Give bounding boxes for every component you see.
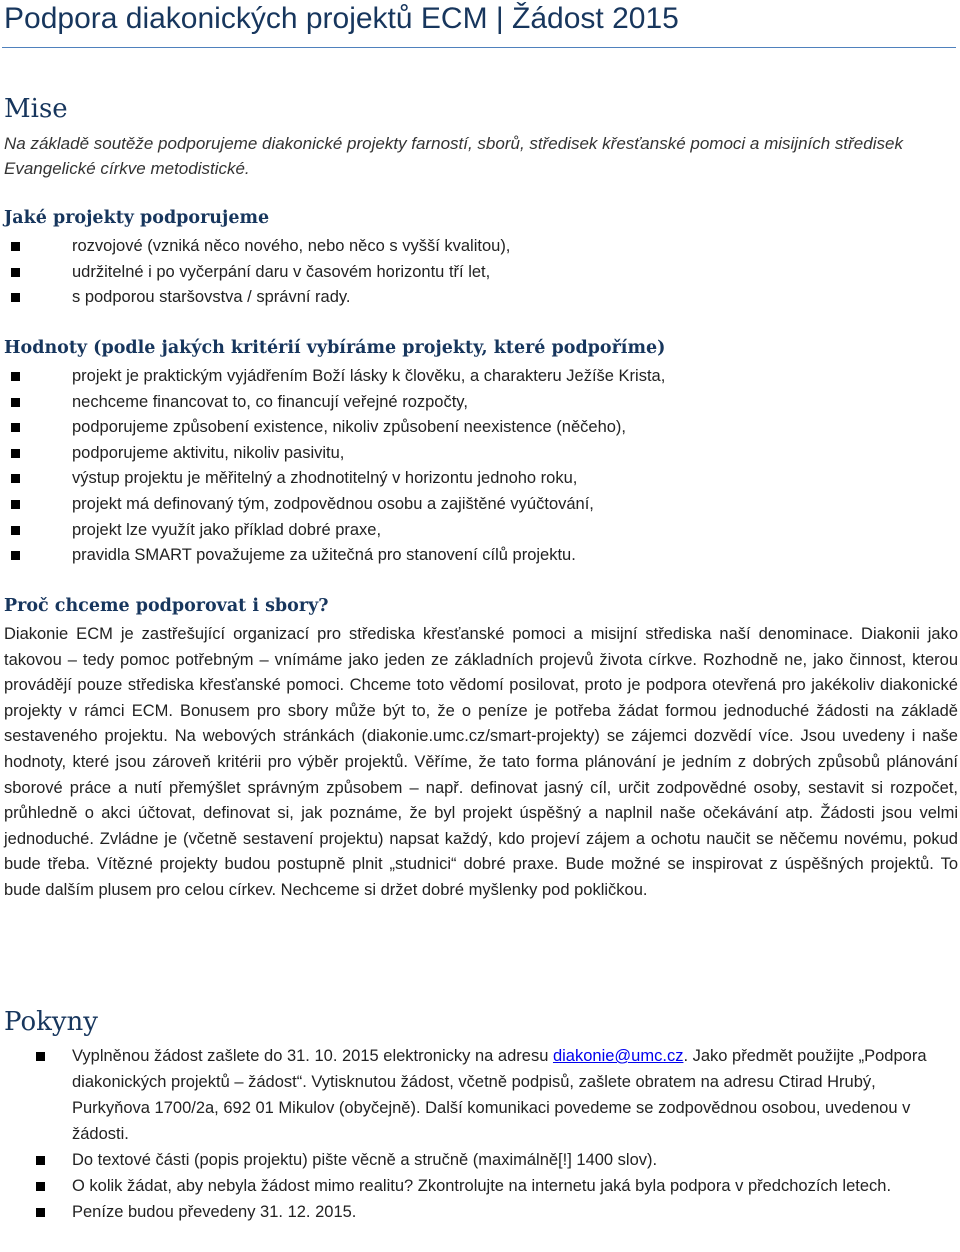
square-bullet-icon — [36, 1156, 45, 1165]
section-heading-mise: Mise — [4, 94, 68, 124]
square-bullet-icon — [11, 293, 20, 302]
square-bullet-icon — [11, 526, 20, 535]
email-link[interactable]: diakonie@umc.cz — [552, 1047, 684, 1065]
square-bullet-icon — [11, 372, 20, 381]
list-item — [8, 1147, 948, 1173]
square-bullet-icon — [11, 500, 20, 509]
list-item-text: udržitelné i po vyčerpání daru v časovém horizontu tří let, — [72, 262, 491, 281]
section-heading-pokyny: Pokyny — [4, 1007, 98, 1037]
square-bullet-icon — [36, 1182, 45, 1191]
list-item-text: nechceme financovat to, co financují veřejné rozpočty, — [72, 392, 468, 411]
list-item-text: projekt má definovaný tým, zodpovědnou osobu a zajištěné vyúčtování, — [72, 494, 594, 513]
list-item-text: O kolik žádat, aby nebyla žádost mimo realitu? Zkontrolujte na internetu jaká byla podpora v předchozích letech. — [72, 1177, 892, 1195]
pokyny-item1-text-a: Vyplněnou žádost zašlete do 31. 10. 2015 elektronicky na adresu — [72, 1047, 553, 1065]
list-item — [8, 260, 510, 286]
list-item-text: pravidla SMART považujeme za užitečná pro stanovení cílů projektu. — [72, 546, 576, 565]
list-item — [8, 492, 665, 518]
heading-hodnoty: Hodnoty (podle jakých kritérií vybíráme projekty, které podpoříme) — [4, 338, 666, 358]
square-bullet-icon — [11, 242, 20, 251]
square-bullet-icon — [36, 1208, 45, 1217]
list-item — [8, 466, 665, 492]
list-item-text: podporujeme aktivitu, nikoliv pasivitu, — [72, 443, 345, 462]
square-bullet-icon — [11, 474, 20, 483]
list-item — [8, 364, 665, 390]
square-bullet-icon — [11, 551, 20, 560]
document-title: Podpora diakonických projektů ECM | Žádost 2015 — [4, 2, 679, 35]
list-item — [8, 518, 665, 544]
list-item — [8, 285, 510, 311]
square-bullet-icon — [11, 449, 20, 458]
pokyny-list — [8, 1043, 948, 1225]
list-item-text: výstup projektu je měřitelný a zhodnotitelný v horizontu jednoho roku, — [72, 469, 578, 488]
list-item-text: Peníze budou převedeny 31. 12. 2015. — [72, 1203, 357, 1221]
list-item-text: projekt je praktickým vyjádřením Boží lásky k člověku, a charakteru Ježíše Krista, — [72, 367, 666, 385]
mise-lead-paragraph: Na základě soutěže podporujeme diakonické projekty farností, sborů, středisek křesťanské pomoci a misijních středisek Evangelické církve metodistické. — [4, 134, 903, 178]
heading-proc-sbory: Proč chceme podporovat i sbory? — [4, 596, 329, 616]
list-item — [8, 441, 665, 467]
square-bullet-icon — [11, 423, 20, 432]
square-bullet-icon — [36, 1052, 45, 1061]
hodnoty-list — [8, 364, 665, 569]
list-item — [8, 234, 510, 260]
square-bullet-icon — [11, 398, 20, 407]
list-item — [8, 1043, 948, 1147]
proc-paragraph: Diakonie ECM je zastřešující organizací pro střediska křesťanské pomoci a misijní střediska naší denominace. Diakonii jako takovou – tedy pomoc potřebným – vnímáme jako jeden ze základních projevů života církve. Rozhodně ne, jako činnost, kterou provádějí pouze střediska křesťanské pomoci. Chceme toto vědomí posilovat, proto je podpora otevřená pro jakékoliv diakonické projekty v rámci ECM. Bonusem pro sbory může být to, že o peníze je potřeba žádat formou jednoduché žádosti na základě sestaveného projektu. Na webových stránkách (diakonie.umc.cz/smart-projekty) se zájemci dozvědí více. Jsou uvedeny i naše hodnoty, které jsou zároveň kritérii pro výběr projektů. Věříme, že tato forma plánování je jedním z dobrých způsobů plánování sborové práce a nutí přemýšlet správným způsobem – např. definovat jasný cíl, určit zodpovědné osoby, sestavit si rozpočet, průhledně o akci účtovat, definovat si, jak poznáme, že byl projekt úspěšný a naplnil naše očekávání atp. Žádosti jsou velmi jednoduché. Zvládne je (včetně sestavení projektu) napsat každý, kdo projeví zájem a ochotu naučit se něčemu novému, pokud bude třeba. Vítězné projekty budou postupně plnit „studnici“ dobré praxe. Bude možné se inspirovat z úspěšných projektů. To bude dalším plusem pro celou církev. Nechceme si držet dobré myšlenky pod pokličkou. — [4, 625, 958, 899]
list-item-text: rozvojové (vzniká něco nového, nebo něco s vyšší kvalitou), — [72, 237, 511, 255]
square-bullet-icon — [11, 268, 20, 277]
title-underline — [2, 47, 956, 48]
list-item — [8, 543, 665, 569]
jake-projekty-list — [8, 234, 510, 311]
list-item — [8, 1199, 948, 1225]
list-item-text: s podporou staršovstva / správní rady. — [72, 288, 351, 307]
list-item — [8, 415, 665, 441]
list-item-text: podporujeme způsobení existence, nikoliv způsobení neexistence (něčeho), — [72, 418, 627, 437]
heading-jake-projekty: Jaké projekty podporujeme — [4, 208, 270, 228]
list-item-text: projekt lze využít jako příklad dobré praxe, — [72, 520, 382, 539]
pokyny-item1-text-b: . Jako předmět použijte „Podpora diakonických projektů – žádost“. Vytisknutou žádost, včetně podpisů, zašlete obratem na adresu Ctirad Hrubý, Purkyňova 1700/2a, 692 01 Mikulov (obyčejně). Další komunikaci povedeme se zodpovědnou osobou, uvedenou v žádosti. — [72, 1047, 927, 1143]
list-item-text: Do textové části (popis projektu) pište věcně a stručně (maximálně[!] 1400 slov). — [72, 1151, 658, 1169]
list-item — [8, 1173, 948, 1199]
list-item — [8, 390, 665, 416]
